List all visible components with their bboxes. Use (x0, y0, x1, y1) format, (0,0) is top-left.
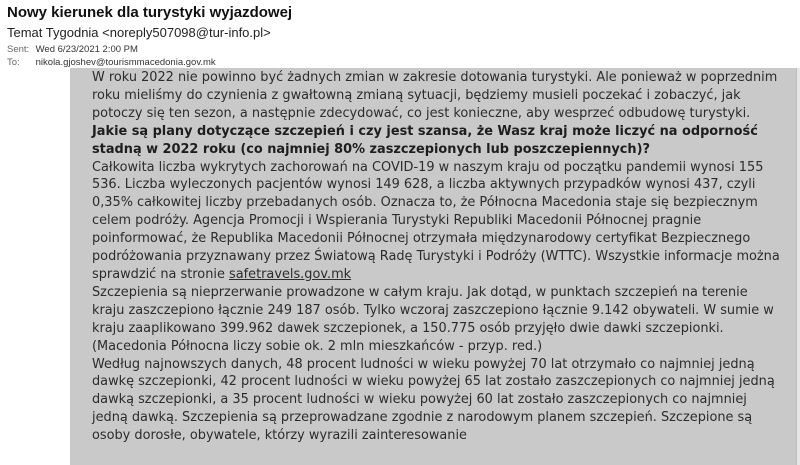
email-subject: Nowy kierunek dla turystyki wyjazdowej (7, 4, 293, 21)
paragraph-latest-data: Według najnowszych danych, 48 procent ludności w wieku powyżej 70 lat otrzymało co najmniej jedną dawkę szczepionki, 42 procent ludności w wieku powyżej 65 lat zostało zaszczepionych co najmniej jedną dawką szczepionki, a 35 procent ludności w wieku powyżej 60 lat zostało zaszczepionych co najmniej jedną dawką. Szczepienia są przeprowadzane zgodnie z narodowym planem szczepień. Szczepione są osoby dorosłe, obywatele, którzy wyrazili zainteresowanie (92, 356, 775, 444)
sent-row (7, 44, 138, 55)
to-row (7, 57, 216, 68)
sent-label: Sent: (7, 44, 30, 55)
safetravels-link[interactable]: safetravels.gov.mk (228, 266, 352, 282)
paragraph-covid-stats (92, 159, 784, 284)
scrollbar[interactable] (796, 68, 800, 465)
to-value[interactable]: nikola.gjoshev@tourismmacedonia.gov.mk (35, 57, 216, 68)
email-header (0, 0, 800, 70)
article-text (92, 69, 784, 445)
sent-value: Wed 6/23/2021 2:00 PM (35, 44, 138, 55)
question-vaccination: Jakie są plany dotyczące szczepień i czy jest szansa, że Wasz kraj może liczyć na odporność stadną w 2022 roku (co najmniej 80% zaszczepionych lub poszczepiennych)? (92, 123, 758, 157)
email-sender[interactable]: Temat Tygodnia <noreply507098@tur-info.pl> (7, 25, 271, 40)
paragraph-vaccination-progress: Szczepienia są nieprzerwanie prowadzone w całym kraju. Jak dotąd, w punktach szczepień na terenie kraju zaszczepiono łącznie 249 187 osób. Tylko wczoraj zaszczepiono łącznie 9.142 obywateli. W sumie w kraju zaaplikowano 399.962 dawek szczepionek, a 150.775 osób przyjęło dwie dawki szczepionki. (Macedonia Północna liczy sobie ok. 2 mln mieszkańców - przyp. red.) (92, 284, 774, 354)
paragraph-subsidies: W roku 2022 nie powinno być żadnych zmian w zakresie dotowania turystyki. Ale ponieważ w poprzednim roku mieliśmy do czynienia z gwałtowną zmianą sytuacji, będziemy musieli poczekać i zobaczyć, jak potoczy się ten sezon, a następnie zdecydować, co jest konieczne, aby wesprzeć odbudowę turystyki. (92, 70, 778, 121)
paragraph-covid-stats-text: Całkowita liczba wykrytych zachorowań na COVID-19 w naszym kraju od początku pandemii wynosi 155 536. Liczba wyleczonych pacjentów wynosi 149 628, a liczba aktywnych przypadków wynosi 437, czyli 0,35% całkowitej liczby przebadanych osób. Oznacza to, że Północna Macedonia staje się bezpiecznym celem podróży. Agencja Promocji i Wspierania Turystyki Republiki Macedonii Północnej pragnie poinformować, że Republika Macedonii Północnej otrzymała międzynarodowy certyfikat Bezpiecznego podróżowania przyznawany przez Światową Radę Turystyki i Podróży (WTTC). Wszystkie informacje można sprawdzić na stronie (92, 159, 780, 282)
email-body (70, 68, 796, 465)
to-label: To: (7, 57, 20, 68)
